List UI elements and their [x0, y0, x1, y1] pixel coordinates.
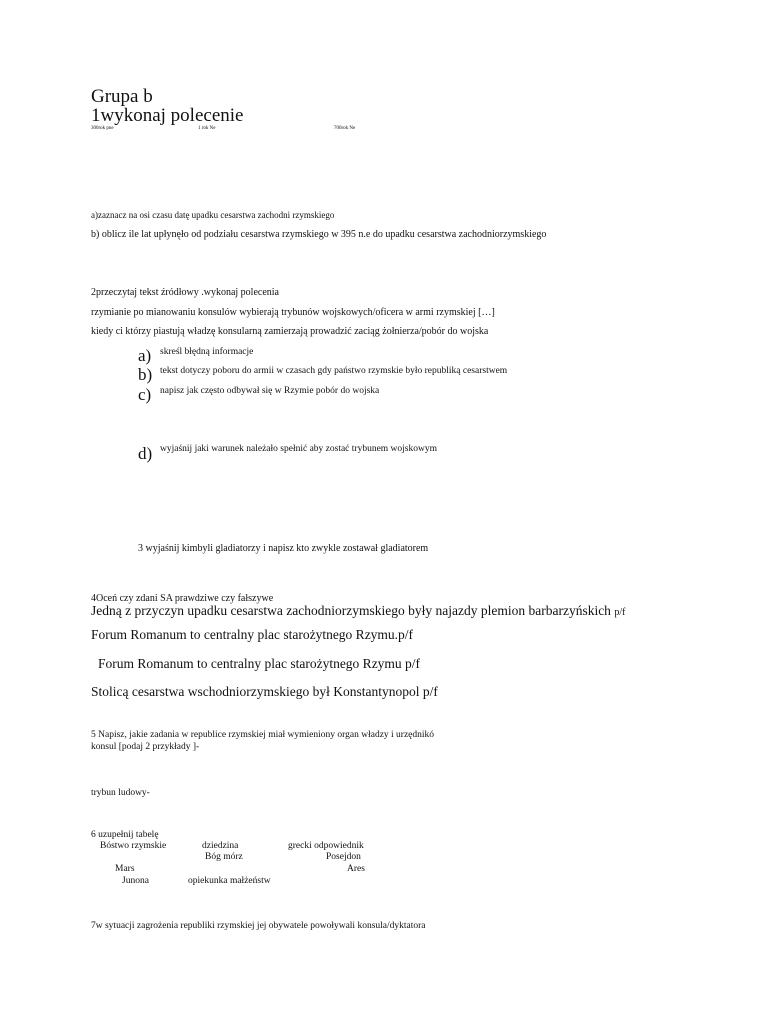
table-header-greek: grecki odpowiednik	[288, 841, 364, 851]
task4-statement-4: Stolicą cesarstwa wschodniorzymskiego był Konstantynopol p/f	[91, 684, 438, 699]
task2-item-a-letter: a)	[138, 346, 152, 365]
table-header-roman-god: Bóstwo rzymskie	[100, 841, 167, 851]
table-row3-roman: Junona	[122, 876, 149, 886]
task2-item-b-text: tekst dotyczy poboru do armii w czasach gdy państwo rzymskie było republiką cesarstwem	[160, 366, 508, 376]
title-line-1: Grupa b	[91, 86, 153, 107]
task2-item-c-text: napisz jak często odbywał się w Rzymie pobór do wojska	[160, 386, 380, 396]
task2-item-a-text: skreśl błędną informacje	[160, 347, 254, 357]
timeline-label-300bc: 300rok pne	[91, 126, 114, 131]
task5-line-2: konsul [podaj 2 przykłady ]-	[91, 742, 200, 752]
timeline-label-700ad: 700rok Ne	[334, 126, 356, 131]
task4-statement-1	[91, 604, 625, 619]
task4-statement-1-tag: p/f	[614, 607, 626, 618]
table-row2-greek: Ares	[347, 864, 365, 874]
task3-text: 3 wyjaśnij kimbyli gladiatorzy i napisz kto zwykle zostawał gladiatorem	[138, 543, 429, 554]
task2-source-line-2: kiedy ci którzy piastują władzę konsularną zamierzają prowadzić zaciąg żołnierza/pobór do wojska	[91, 326, 489, 337]
task2-item-c-letter: c)	[138, 385, 152, 404]
task7-text: 7w sytuacji zagrożenia republiki rzymskiej jej obywatele powoływali konsula/dyktatora	[91, 921, 426, 931]
task4-statement-3: Forum Romanum to centralny plac starożytnego Rzymu p/f	[98, 656, 421, 671]
timeline-label-1ad: 1 rok Ne	[198, 126, 216, 131]
title-line-2: 1wykonaj polecenie	[91, 105, 244, 126]
table-row1-greek: Posejdon	[326, 852, 361, 862]
task2-item-d-letter: d)	[138, 444, 153, 463]
task2-item-d-text: wyjaśnij jaki warunek należało spełnić aby zostać trybunem wojskowym	[160, 444, 438, 454]
table-row1-domain: Bóg mórz	[205, 852, 243, 862]
task4-statement-2: Forum Romanum to centralny plac starożytnego Rzymu.p/f	[91, 627, 414, 642]
task2-item-b-letter: b)	[138, 365, 153, 384]
task1-a: a)zaznacz na osi czasu datę upadku cesarstwa zachodni rzymskiego	[91, 210, 335, 220]
task5-line-1: 5 Napisz, jakie zadania w republice rzymskiej miał wymieniony organ władzy i urzędnikó	[91, 730, 435, 740]
table-header-domain: dziedzina	[202, 841, 239, 851]
task2-title: 2przeczytaj tekst źródłowy .wykonaj polecenia	[91, 287, 279, 298]
task1-b: b) oblicz ile lat upłynęło od podziału cesarstwa rzymskiego w 395 n.e do upadku cesarstwa zachodniorzymskiego	[91, 229, 547, 240]
table-row2-roman: Mars	[115, 864, 135, 874]
task6-title: 6 uzupełnij tabelę	[91, 830, 159, 840]
task4-statement-1-text: Jedną z przyczyn upadku cesarstwa zachodniorzymskiego były najazdy plemion barbarzyńskich	[91, 603, 611, 618]
task4-title: 4Oceń czy zdani SA prawdziwe czy fałszywe	[91, 593, 274, 604]
task2-source-line-1: rzymianie po mianowaniu konsulów wybierają trybunów wojskowych/oficera w armi rzymskiej […]	[91, 307, 495, 318]
table-row3-domain: opiekunka małżeństw	[188, 876, 271, 886]
task5-line-3: trybun ludowy-	[91, 788, 150, 798]
